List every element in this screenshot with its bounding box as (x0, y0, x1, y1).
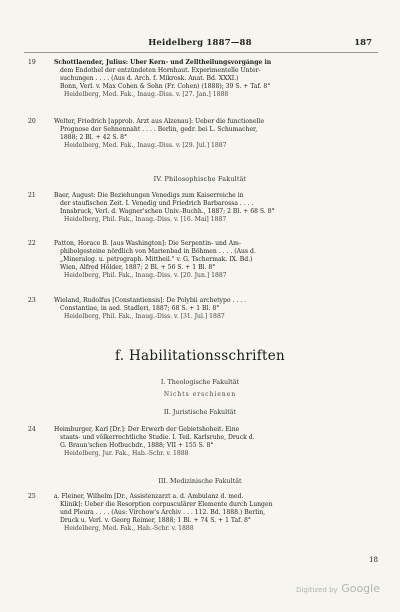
entry-22 (20, 240, 374, 280)
entry-25 (20, 493, 374, 533)
entry-line: Wien, Alfred Hölder, 1887; 2 Bl. + 56 S. + 1 Bl. 8° (60, 264, 216, 272)
entry-21 (20, 192, 374, 224)
header-rule (24, 52, 378, 53)
watermark-brand: Google (341, 582, 380, 595)
entry-line: der staufischen Zeit. I. Venedig und Friedrich Barbarossa . . . . (60, 200, 254, 208)
entry-number: 25 (28, 493, 36, 500)
entry-number: 19 (28, 59, 36, 66)
entry-24 (20, 426, 374, 458)
entry-line: Baer, August: Die Beziehungen Venedigs zum Kaiserreiche in (54, 192, 244, 199)
entry-line: Heidelberg, Med. Fak., Hab.-Schr. v. 1888 (64, 525, 194, 533)
entry-line: „Mineralog. u. petrograph. Mittheil." v. G. Tschermak. IX. Bd.) (60, 256, 253, 264)
entry-line: Wieland, Rudolfus [Constantiensis]: De Polybii archetypo . . . . (54, 297, 247, 304)
entry-line: Druck u. Verl. v. Georg Reimer, 1888; 1 Bl. + 74 S. + 1 Taf. 8° (60, 517, 251, 525)
section-heading-phil: IV. Philosophische Fakultät (153, 175, 247, 183)
entry-line: Heidelberg, Phil. Fak., Inaug.-Diss. v. [20. Jun.] 1887 (64, 272, 227, 280)
entry-23 (20, 297, 374, 321)
entry-line: Heimburger, Karl [Dr.]: Der Erwerb der Gebietshoheit. Eine (54, 426, 240, 433)
nothing-published-note: Nichts erschienen (163, 391, 237, 398)
entry-line: Schottlaender, Julius: Über Kern- und Zelltheilungsvorgänge in (54, 59, 272, 66)
signature-mark: 18 (369, 556, 378, 564)
chapter-title: f. Habilitationsschriften (114, 348, 286, 364)
entry-line: a. Fleiner, Wilhelm [Dr., Assistenzarzt a. d. Ambulanz d. med. (54, 493, 244, 500)
entry-line: phibolgesteine nördlich von Marienbad in Böhmen . . . . (Aus d. (60, 248, 256, 256)
entry-number: 21 (28, 192, 36, 199)
page-number: 187 (354, 38, 372, 48)
entry-number: 22 (28, 240, 36, 247)
entry-line: Heidelberg, Med. Fak., Inaug.-Diss. v. [27. Jan.] 1888 (64, 91, 229, 99)
entry-line: Patton, Horace B. [aus Washington]: Die Serpentin- und Am- (54, 240, 242, 247)
entry-line: dem Endothel der entzündeten Hornhaut. Experimentelle Unter- (60, 67, 261, 75)
section-heading-theol: I. Theologische Fakultät (160, 378, 240, 386)
entry-line: G. Braun'schen Hofbuchdr., 1888; VII + 155 S. 8° (60, 442, 214, 450)
entry-line: staats- und völkerrechtliche Studie. I. Teil. Karlsruhe, Druck d. (60, 434, 255, 442)
entry-line: Klinik]: Ueber die Resorption corpusculärer Elemente durch Lungen (60, 501, 273, 509)
running-header (20, 38, 380, 52)
entry-number: 20 (28, 118, 36, 125)
section-heading-med: III. Medizinische Fakultät (158, 477, 242, 485)
section-heading-jur: II. Juristische Fakultät (163, 408, 237, 416)
entry-19 (20, 59, 374, 99)
entry-line: Heidelberg, Jur. Fak., Hab.-Schr. v. 1888 (64, 450, 189, 458)
entry-number: 23 (28, 297, 36, 304)
header-title: Heidelberg 1887—88 (148, 38, 252, 48)
entry-line: Bonn, Verl. v. Max Cohen & Sohn (Fr. Cohen) (1888); 39 S. + Taf. 8° (60, 83, 271, 91)
entry-line: Heidelberg, Phil. Fak., Inaug.-Diss. v. [31. Jul.] 1887 (64, 313, 225, 321)
entry-20 (20, 118, 374, 150)
entry-line: Prognose der Sehnennaht . . . . Berlin, gedr. bei L. Schumacher, (60, 126, 258, 134)
entry-number: 24 (28, 426, 36, 433)
entry-line: Heidelberg, Phil. Fak., Inaug.-Diss. v. [16. Mai] 1887 (64, 216, 227, 224)
entry-line: und Pleura . . . . (Aus: Virchow's Archiv . . . 112. Bd. 1888.) Berlin, (60, 509, 266, 517)
watermark-prefix: Digitized by (296, 586, 338, 594)
entry-line: Welter, Friedrich [approb. Arzt aus Alzenau]: Ueber die functionelle (54, 118, 265, 125)
entry-line: suchungen . . . . (Aus d. Arch. f. Mikrosk. Anat. Bd. XXXI.) (60, 75, 239, 83)
google-watermark (296, 582, 380, 595)
entry-line: Innsbruck, Verl. d. Wagner'schen Univ.-Buchh., 1887; 2 Bl. + 68 S. 8° (60, 208, 275, 216)
entry-line: Heidelberg, Med. Fak., Inaug.-Diss. v. [29. Jul.] 1887 (64, 142, 227, 150)
entry-line: 1888; 2 Bl. + 42 S. 8° (60, 134, 128, 142)
entry-line: Constantiae, in aed. Stadleri, 1887; 68 S. + 1 Bl. 8° (60, 305, 220, 313)
